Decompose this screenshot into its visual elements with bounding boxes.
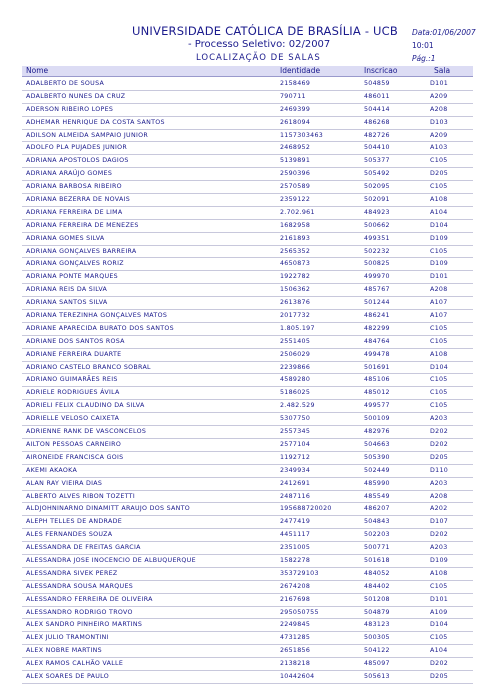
cell-nome: ALESSANDRA SIVEK PEREZ [26, 569, 118, 577]
cell-nome: ADRIENNE RANK DE VASCONCELOS [26, 428, 147, 436]
report-subtitle: - Processo Seletivo: 02/2007 [188, 39, 331, 50]
cell-nome: ALEX RAMOS CALHÃO VALLE [26, 660, 124, 668]
cell-sala: A203 [430, 479, 448, 487]
cell-nome: ADALBERTO DE SOUSA [26, 80, 105, 87]
cell-identidade: 2.702.961 [280, 208, 315, 216]
table-row [22, 439, 473, 452]
cell-nome: ALAN RAY VIEIRA DIAS [26, 479, 103, 487]
table-row [22, 117, 473, 130]
cell-inscricao: 484052 [364, 569, 390, 577]
cell-identidade: 2570589 [280, 183, 311, 191]
cell-sala: A107 [430, 299, 448, 307]
cell-inscricao: 501691 [364, 363, 390, 371]
cell-nome: ADRIANO GUIMARÃES REIS [26, 376, 118, 384]
cell-identidade: 353729103 [280, 569, 319, 577]
cell-identidade: 2651856 [280, 647, 311, 655]
cell-identidade: 2161893 [280, 234, 311, 242]
cell-nome: ALEX JULIO TRAMONTINI [26, 634, 109, 642]
cell-nome: ADRIANA APOSTOLOS DAGIOS [26, 157, 129, 165]
cell-nome: ADRIANA PONTE MARQUES [26, 273, 118, 281]
table-row [22, 555, 473, 568]
cell-inscricao: 504122 [364, 647, 390, 655]
cell-sala: A203 [430, 415, 448, 423]
cell-inscricao: 486207 [364, 505, 390, 513]
table-row [22, 78, 473, 91]
table-row [22, 465, 473, 478]
cell-identidade: 2577104 [280, 440, 311, 448]
table-row [22, 130, 473, 143]
cell-identidade: 2557345 [280, 428, 311, 436]
cell-identidade: 2412691 [280, 479, 311, 487]
cell-nome: ALBERTO ALVES RIBON TOZETTI [26, 492, 135, 500]
table-row [22, 645, 473, 658]
table-row [22, 568, 473, 581]
cell-identidade: 1922782 [280, 273, 311, 281]
cell-sala: C105 [430, 183, 448, 191]
cell-nome: ALEX NOBRE MARTINS [26, 647, 102, 655]
cell-nome: ADALBERTO NUNES DA CRUZ [26, 92, 126, 100]
cell-sala: D107 [430, 518, 449, 526]
cell-inscricao: 485012 [364, 389, 390, 397]
cell-identidade: 2506029 [280, 350, 311, 358]
cell-identidade: 2613876 [280, 299, 311, 307]
cell-identidade: 2167698 [280, 595, 311, 603]
table-row [22, 619, 473, 632]
cell-sala: D104 [430, 621, 449, 629]
cell-inscricao: 504859 [364, 80, 390, 87]
cell-sala: A208 [430, 286, 448, 294]
table-row [22, 658, 473, 671]
column-header-sala: Sala [434, 66, 451, 75]
report-time: 10:01 [412, 41, 434, 50]
cell-inscricao: 499970 [364, 273, 390, 281]
table-row [22, 104, 473, 117]
cell-nome: ALESSANDRA JOSE INOCENCIO DE ALBUQUERQUE [26, 556, 196, 564]
cell-identidade: 2565352 [280, 247, 311, 255]
cell-nome: AIRONEIDE FRANCISCA GOIS [26, 453, 124, 461]
cell-inscricao: 484923 [364, 208, 390, 216]
cell-sala: A208 [430, 492, 448, 500]
cell-sala: A209 [430, 92, 448, 100]
cell-inscricao: 501208 [364, 595, 390, 603]
cell-identidade: 2017732 [280, 312, 311, 320]
cell-inscricao: 504410 [364, 144, 390, 152]
cell-inscricao: 482726 [364, 131, 390, 139]
cell-nome: ADRIANA BARBOSA RIBEIRO [26, 183, 122, 191]
table-row [22, 207, 473, 220]
cell-inscricao: 499478 [364, 350, 390, 358]
cell-inscricao: 485549 [364, 492, 390, 500]
cell-inscricao: 485097 [364, 660, 390, 668]
cell-identidade: 2674208 [280, 582, 311, 590]
report-header [0, 0, 495, 68]
cell-identidade: 2468952 [280, 144, 311, 152]
cell-identidade: 2469399 [280, 105, 311, 113]
table-row [22, 297, 473, 310]
cell-sala: D205 [430, 672, 449, 680]
cell-nome: ADRIANA REIS DA SILVA [26, 286, 108, 294]
cell-inscricao: 484402 [364, 582, 390, 590]
cell-nome: ADRIELI FELIX CLAUDINO DA SILVA [26, 402, 145, 410]
cell-identidade: 2351005 [280, 544, 311, 552]
cell-identidade: 2158469 [280, 80, 311, 87]
table-row [22, 413, 473, 426]
cell-sala: D205 [430, 170, 449, 178]
table-row [22, 452, 473, 465]
table-row [22, 374, 473, 387]
table-row [22, 246, 473, 259]
column-header-identidade: Identidade [280, 66, 321, 75]
report-section-title: LOCALIZAÇÃO DE SALAS [196, 53, 321, 63]
cell-identidade: 10442604 [280, 672, 315, 680]
table-row [22, 362, 473, 375]
cell-nome: ALESSANDRO FERREIRA DE OLIVEIRA [26, 595, 153, 603]
cell-inscricao: 504879 [364, 608, 390, 616]
report-date: Data:01/06/2007 [412, 28, 476, 37]
table-row [22, 426, 473, 439]
cell-sala: A203 [430, 544, 448, 552]
table-row [22, 542, 473, 555]
cell-sala: A108 [430, 569, 448, 577]
cell-sala: D109 [430, 234, 449, 242]
cell-identidade: 5139891 [280, 157, 311, 165]
cell-nome: ADRIANA ARAÚJO GOMES [26, 170, 113, 178]
table-body [22, 78, 473, 684]
cell-sala: A107 [430, 312, 448, 320]
cell-inscricao: 486241 [364, 312, 390, 320]
cell-sala: D101 [430, 273, 449, 281]
table-row [22, 323, 473, 336]
report-title: UNIVERSIDADE CATÓLICA DE BRASÍLIA - UCB [132, 24, 398, 38]
cell-inscricao: 482976 [364, 428, 390, 436]
cell-inscricao: 501244 [364, 299, 390, 307]
cell-inscricao: 485990 [364, 479, 390, 487]
cell-nome: ALEPH TELLES DE ANDRADE [26, 518, 122, 526]
table-row [22, 349, 473, 362]
column-header-inscricao: Inscricao [364, 66, 398, 75]
cell-sala: D109 [430, 556, 449, 564]
cell-identidade: 4589280 [280, 376, 311, 384]
cell-sala: D104 [430, 363, 449, 371]
cell-inscricao: 505613 [364, 672, 390, 680]
table-header [22, 66, 473, 77]
cell-inscricao: 504843 [364, 518, 390, 526]
cell-sala: D110 [430, 466, 449, 474]
cell-nome: ADRIANE DOS SANTOS ROSA [26, 337, 125, 345]
cell-sala: C105 [430, 376, 448, 384]
cell-inscricao: 502232 [364, 247, 390, 255]
cell-inscricao: 484764 [364, 337, 390, 345]
table-row [22, 516, 473, 529]
table-row [22, 142, 473, 155]
cell-sala: D104 [430, 221, 449, 229]
cell-nome: ADRIANA GOMES SILVA [26, 234, 105, 242]
cell-identidade: 2551405 [280, 337, 311, 345]
cell-inscricao: 482299 [364, 324, 390, 332]
cell-sala: A104 [430, 647, 448, 655]
cell-identidade: 2349934 [280, 466, 311, 474]
table-row [22, 478, 473, 491]
cell-identidade: 1506362 [280, 286, 311, 294]
cell-nome: ADRIANA GONÇALVES RORIZ [26, 260, 124, 268]
cell-identidade: 4451117 [280, 531, 311, 539]
cell-sala: A108 [430, 196, 448, 204]
cell-nome: ALESSANDRA SOUSA MARQUES [26, 582, 134, 590]
cell-nome: ADRIANE APARECIDA BURATO DOS SANTOS [26, 324, 174, 332]
cell-identidade: 4650873 [280, 260, 311, 268]
cell-nome: ALEX SOARES DE PAULO [26, 672, 109, 680]
cell-inscricao: 502203 [364, 531, 390, 539]
cell-inscricao: 499577 [364, 402, 390, 410]
cell-sala: C105 [430, 389, 448, 397]
cell-inscricao: 501618 [364, 556, 390, 564]
cell-nome: AKEMI AKAOKA [26, 466, 78, 474]
cell-nome: ADRIANA FERREIRA DE LIMA [26, 208, 123, 216]
table-row [22, 671, 473, 684]
table-row [22, 400, 473, 413]
table-row [22, 91, 473, 104]
cell-identidade: 2618094 [280, 118, 311, 126]
table-row [22, 220, 473, 233]
cell-nome: ADRIANO CASTELO BRANCO SOBRAL [26, 363, 151, 371]
table-row [22, 155, 473, 168]
table-row [22, 284, 473, 297]
cell-identidade: 1582278 [280, 556, 311, 564]
table-row [22, 194, 473, 207]
table-row [22, 310, 473, 323]
cell-sala: D205 [430, 453, 449, 461]
cell-inscricao: 500305 [364, 634, 390, 642]
cell-sala: D109 [430, 260, 449, 268]
cell-identidade: 1157303463 [280, 131, 324, 139]
cell-inscricao: 505390 [364, 453, 390, 461]
cell-identidade: 295050755 [280, 608, 319, 616]
cell-sala: A208 [430, 105, 448, 113]
table-row [22, 387, 473, 400]
cell-nome: ADRIANA FERREIRA DE MENEZES [26, 221, 139, 229]
cell-inscricao: 502095 [364, 183, 390, 191]
table-row [22, 632, 473, 645]
cell-inscricao: 499351 [364, 234, 390, 242]
cell-nome: ADRIELE RODRIGUES ÁVILA [26, 389, 120, 397]
cell-inscricao: 485106 [364, 376, 390, 384]
table-row [22, 607, 473, 620]
table-row [22, 491, 473, 504]
table-row [22, 233, 473, 246]
cell-nome: AILTON PESSOAS CARNEIRO [26, 440, 122, 448]
cell-identidade: 2477419 [280, 518, 311, 526]
cell-inscricao: 502091 [364, 196, 390, 204]
cell-inscricao: 505377 [364, 157, 390, 165]
cell-nome: ADRIANA GONÇALVES BARREIRA [26, 247, 137, 255]
table-row [22, 181, 473, 194]
cell-nome: ADOLFO PLA PUJADES JUNIOR [26, 144, 128, 152]
cell-nome: ALES FERNANDES SOUZA [26, 531, 113, 539]
table-row [22, 503, 473, 516]
cell-identidade: 2239866 [280, 363, 311, 371]
cell-inscricao: 483123 [364, 621, 390, 629]
cell-identidade: 5186025 [280, 389, 311, 397]
cell-identidade: 2.482.529 [280, 402, 315, 410]
cell-identidade: 1.805.197 [280, 324, 315, 332]
cell-inscricao: 504414 [364, 105, 390, 113]
cell-sala: A109 [430, 608, 448, 616]
cell-sala: D103 [430, 118, 449, 126]
cell-sala: A104 [430, 208, 448, 216]
cell-inscricao: 485767 [364, 286, 390, 294]
table-row [22, 581, 473, 594]
table-row [22, 336, 473, 349]
cell-inscricao: 500825 [364, 260, 390, 268]
cell-identidade: 2487116 [280, 492, 311, 500]
cell-sala: D202 [430, 531, 449, 539]
cell-sala: D202 [430, 440, 449, 448]
cell-nome: ADRIANA TEREZINHA GONÇALVES MATOS [26, 312, 168, 320]
cell-sala: D101 [430, 80, 449, 87]
cell-identidade: 4731285 [280, 634, 311, 642]
cell-nome: ADRIANA SANTOS SILVA [26, 299, 108, 307]
cell-sala: A108 [430, 350, 448, 358]
cell-sala: C105 [430, 634, 448, 642]
cell-nome: ADHEMAR HENRIQUE DA COSTA SANTOS [26, 118, 165, 126]
cell-inscricao: 500662 [364, 221, 390, 229]
cell-identidade: 790711 [280, 92, 306, 100]
cell-sala: A103 [430, 144, 448, 152]
table-row [22, 529, 473, 542]
cell-sala: D101 [430, 595, 449, 603]
cell-sala: C105 [430, 337, 448, 345]
cell-sala: A209 [430, 131, 448, 139]
cell-nome: ALEX SANDRO PINHEIRO MARTINS [26, 621, 143, 629]
table-row [22, 168, 473, 181]
table-row [22, 271, 473, 284]
cell-sala: C105 [430, 157, 448, 165]
cell-inscricao: 504663 [364, 440, 390, 448]
cell-nome: ADILSON ALMEIDA SAMPAIO JUNIOR [26, 131, 149, 139]
cell-inscricao: 486011 [364, 92, 390, 100]
report-page: Pág.:1 [412, 54, 436, 63]
cell-identidade: 2138218 [280, 660, 311, 668]
table-row [22, 258, 473, 271]
cell-nome: ADERSON RIBEIRO LOPES [26, 105, 114, 113]
cell-identidade: 195688720020 [280, 505, 332, 513]
cell-identidade: 2249845 [280, 621, 311, 629]
cell-inscricao: 505492 [364, 170, 390, 178]
table-row [22, 594, 473, 607]
cell-sala: A202 [430, 505, 448, 513]
cell-identidade: 2590396 [280, 170, 311, 178]
cell-nome: ADRIANA BEZERRA DE NOVAIS [26, 196, 131, 204]
cell-sala: D202 [430, 660, 449, 668]
cell-identidade: 1192712 [280, 453, 311, 461]
cell-sala: C105 [430, 582, 448, 590]
cell-inscricao: 486268 [364, 118, 390, 126]
cell-sala: C105 [430, 324, 448, 332]
cell-identidade: 1682958 [280, 221, 311, 229]
cell-sala: D202 [430, 428, 449, 436]
cell-nome: ADRIELLE VELOSO CAIXETA [26, 415, 120, 423]
cell-identidade: 2359122 [280, 196, 311, 204]
cell-nome: ALESSANDRO RODRIGO TROVO [26, 608, 133, 616]
cell-identidade: 5307750 [280, 415, 311, 423]
cell-inscricao: 500109 [364, 415, 390, 423]
cell-nome: ADRIANE FERREIRA DUARTE [26, 350, 122, 358]
cell-sala: C105 [430, 247, 448, 255]
cell-sala: C105 [430, 402, 448, 410]
column-header-nome: Nome [26, 66, 49, 75]
cell-nome: ALDJOHNINARNO DINAMITT ARAUJO DOS SANTO [26, 505, 191, 513]
cell-inscricao: 502449 [364, 466, 390, 474]
cell-inscricao: 500771 [364, 544, 390, 552]
cell-nome: ALESSANDRA DE FREITAS GARCIA [26, 544, 141, 552]
